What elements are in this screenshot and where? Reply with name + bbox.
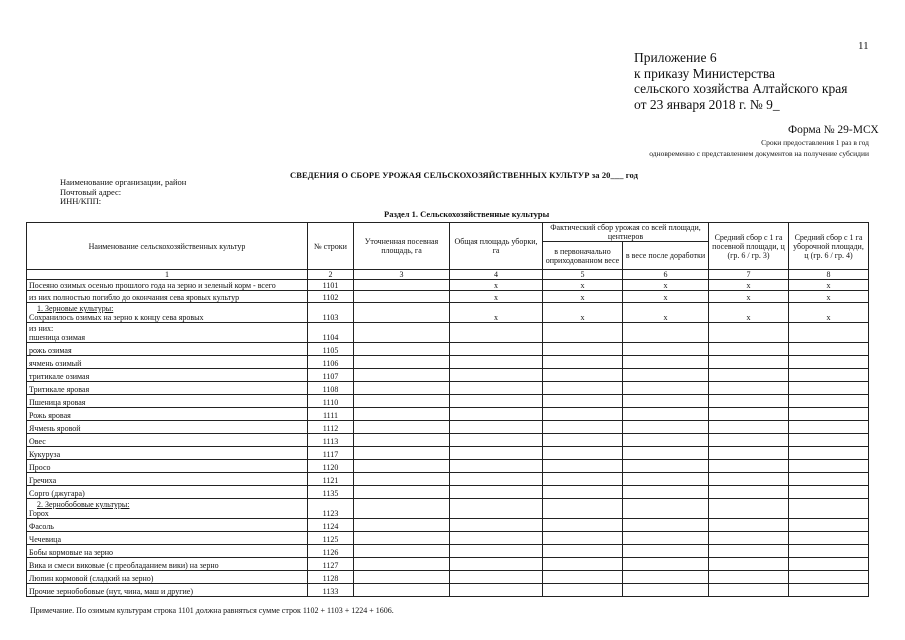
table-row [27, 280, 869, 291]
col-number: 5 [543, 270, 623, 280]
value-cell-c5[interactable] [543, 571, 623, 584]
value-cell-c3[interactable] [354, 532, 450, 545]
value-cell-c3[interactable] [354, 421, 450, 434]
table-row [27, 558, 869, 571]
row-code: 1125 [308, 532, 354, 545]
crop-name-cell [27, 473, 308, 486]
crop-name: Просо [29, 463, 51, 472]
row-code: 1123 [308, 499, 354, 519]
crop-name-cell [27, 447, 308, 460]
crop-name-cell [27, 395, 308, 408]
table-row [27, 499, 869, 519]
value-cell-c8[interactable] [789, 408, 869, 421]
value-cell-c6[interactable]: x [623, 303, 709, 323]
value-cell-c4[interactable] [450, 343, 543, 356]
row-code: 1101 [308, 280, 354, 291]
col-number: 3 [354, 270, 450, 280]
col-number: 4 [450, 270, 543, 280]
value-cell-c3[interactable] [354, 395, 450, 408]
value-cell-c4[interactable] [450, 473, 543, 486]
crop-name-cell [27, 434, 308, 447]
value-cell-c4[interactable] [450, 499, 543, 519]
value-cell-c8[interactable] [789, 545, 869, 558]
terms-line-1: Сроки предоставления 1 раз в год [761, 138, 869, 147]
group-heading: 1. Зерновые культуры: [37, 304, 114, 313]
table-row [27, 356, 869, 369]
appendix-line-1: Приложение 6 [634, 50, 717, 65]
value-cell-c6[interactable] [623, 460, 709, 473]
table-row [27, 382, 869, 395]
value-cell-c5[interactable] [543, 395, 623, 408]
value-cell-c4[interactable] [450, 382, 543, 395]
value-cell-c8[interactable]: x [789, 303, 869, 323]
table-row [27, 421, 869, 434]
appendix-line-4: от 23 января 2018 г. № 9_ [634, 96, 780, 112]
value-cell-c8[interactable] [789, 434, 869, 447]
appendix-line-3: сельского хозяйства Алтайского края [634, 81, 848, 96]
row-code: 1103 [308, 303, 354, 323]
value-cell-c6[interactable]: x [623, 291, 709, 303]
value-cell-c8[interactable] [789, 447, 869, 460]
table-row [27, 323, 869, 343]
crop-name-cell [27, 532, 308, 545]
crop-name: из них полностью погибло до окончания сева яровых культур [29, 293, 240, 302]
value-cell-c5[interactable] [543, 545, 623, 558]
table-row [27, 447, 869, 460]
value-cell-c5[interactable]: x [543, 303, 623, 323]
value-cell-c6[interactable] [623, 532, 709, 545]
value-cell-c8[interactable] [789, 584, 869, 597]
value-cell-c3[interactable] [354, 519, 450, 532]
value-cell-c8[interactable] [789, 356, 869, 369]
value-cell-c7[interactable] [709, 558, 789, 571]
appendix-line-2: к приказу Министерства [634, 65, 776, 81]
crop-name-cell [27, 369, 308, 382]
table-row [27, 408, 869, 421]
crop-name: Посеяно озимых осенью прошлого года на зерно и зеленый корм - всего [29, 281, 276, 290]
value-cell-c6[interactable] [623, 408, 709, 421]
crop-name: Сохранилось озимых на зерно к концу сева яровых [29, 313, 204, 322]
group-heading: из них: [29, 324, 54, 333]
crop-name: Рожь яровая [29, 411, 71, 420]
org-address-label: Почтовый адрес: [60, 186, 122, 197]
value-cell-c8[interactable]: x [789, 280, 869, 291]
table-row [27, 291, 869, 303]
crop-name-cell [27, 323, 308, 343]
crop-name: ячмень озимый [29, 359, 82, 368]
value-cell-c5[interactable] [543, 408, 623, 421]
value-cell-c4[interactable] [450, 356, 543, 369]
value-cell-c7[interactable] [709, 369, 789, 382]
value-cell-c6[interactable] [623, 434, 709, 447]
table-row [27, 473, 869, 486]
row-code: 1121 [308, 473, 354, 486]
value-cell-c8[interactable]: x [789, 291, 869, 303]
value-cell-c6[interactable] [623, 421, 709, 434]
value-cell-c6[interactable] [623, 356, 709, 369]
value-cell-c4[interactable] [450, 584, 543, 597]
table-row [27, 519, 869, 532]
value-cell-c7[interactable] [709, 532, 789, 545]
crop-name: Тритикале яровая [29, 385, 90, 394]
row-code: 1110 [308, 395, 354, 408]
footnote: Примечание. По озимым культурам строка 1101 должна равняться сумме строк 1102 + 1103 + 1224 + 1606. [30, 606, 394, 615]
row-code: 1117 [308, 447, 354, 460]
value-cell-c3[interactable] [354, 486, 450, 499]
row-code: 1108 [308, 382, 354, 395]
value-cell-c3[interactable] [354, 291, 450, 303]
value-cell-c7[interactable] [709, 499, 789, 519]
value-cell-c6[interactable] [623, 519, 709, 532]
row-code: 1104 [308, 323, 354, 343]
value-cell-c8[interactable] [789, 323, 869, 343]
row-code: 1126 [308, 545, 354, 558]
col-number: 2 [308, 270, 354, 280]
crop-name: рожь озимая [29, 346, 72, 355]
value-cell-c3[interactable] [354, 499, 450, 519]
value-cell-c5[interactable] [543, 486, 623, 499]
crop-name-cell [27, 408, 308, 421]
table-row [27, 303, 869, 323]
crop-name-cell [27, 558, 308, 571]
value-cell-c6[interactable] [623, 545, 709, 558]
value-cell-c3[interactable] [354, 447, 450, 460]
value-cell-c3[interactable] [354, 460, 450, 473]
value-cell-c7[interactable] [709, 356, 789, 369]
org-inn-label: ИНН/КПП: [60, 196, 102, 206]
value-cell-c6[interactable] [623, 584, 709, 597]
value-cell-c7[interactable] [709, 382, 789, 395]
org-name-label: Наименование организации, район [60, 177, 187, 187]
form-terms [649, 138, 869, 159]
value-cell-c5[interactable] [543, 499, 623, 519]
value-cell-c6[interactable] [623, 571, 709, 584]
table-row [27, 460, 869, 473]
group-heading: 2. Зернобобовые культуры: [37, 500, 130, 509]
value-cell-c3[interactable] [354, 356, 450, 369]
table-row [27, 532, 869, 545]
header-avg-sown: Средний сбор с 1 га посевной площади, ц (гр. 6 / гр. 3) [709, 223, 789, 270]
value-cell-c4[interactable] [450, 369, 543, 382]
crop-name-cell [27, 280, 308, 291]
document-title: СВЕДЕНИЯ О СБОРЕ УРОЖАЯ СЕЛЬСКОХОЗЯЙСТВЕННЫХ КУЛЬТУР за 20___ год [290, 170, 639, 180]
value-cell-c6[interactable] [623, 395, 709, 408]
value-cell-c4[interactable]: x [450, 291, 543, 303]
value-cell-c7[interactable] [709, 473, 789, 486]
value-cell-c7[interactable]: x [709, 303, 789, 323]
value-cell-c4[interactable] [450, 447, 543, 460]
value-cell-c5[interactable] [543, 473, 623, 486]
value-cell-c3[interactable] [354, 343, 450, 356]
crop-name: тритикале озимая [29, 372, 90, 381]
col-number: 8 [789, 270, 869, 280]
value-cell-c8[interactable] [789, 532, 869, 545]
value-cell-c7[interactable] [709, 460, 789, 473]
organization-block [60, 178, 186, 207]
row-code: 1113 [308, 434, 354, 447]
value-cell-c4[interactable] [450, 323, 543, 343]
value-cell-c3[interactable] [354, 571, 450, 584]
crop-name: Кукуруза [29, 450, 61, 459]
col-number: 1 [27, 270, 308, 280]
value-cell-c3[interactable] [354, 545, 450, 558]
value-cell-c4[interactable] [450, 408, 543, 421]
value-cell-c3[interactable] [354, 408, 450, 421]
value-cell-c6[interactable] [623, 558, 709, 571]
column-numbers-row [27, 270, 869, 280]
value-cell-c4[interactable] [450, 545, 543, 558]
value-cell-c3[interactable] [354, 323, 450, 343]
crop-name-cell [27, 421, 308, 434]
col-number: 7 [709, 270, 789, 280]
value-cell-c6[interactable]: x [623, 280, 709, 291]
crop-name-cell [27, 291, 308, 303]
row-code: 1135 [308, 486, 354, 499]
crop-name: Пшеница яровая [29, 398, 86, 407]
value-cell-c8[interactable] [789, 343, 869, 356]
header-area-harvest: Общая площадь уборки, га [450, 223, 543, 270]
row-code: 1120 [308, 460, 354, 473]
value-cell-c4[interactable]: x [450, 303, 543, 323]
value-cell-c6[interactable] [623, 447, 709, 460]
value-cell-c7[interactable] [709, 395, 789, 408]
crops-table [26, 222, 869, 597]
table-row [27, 343, 869, 356]
value-cell-c8[interactable] [789, 486, 869, 499]
value-cell-c8[interactable] [789, 395, 869, 408]
header-yield-after: в весе после доработки [623, 242, 709, 270]
crop-name-cell [27, 545, 308, 558]
crop-name: Овес [29, 437, 46, 446]
value-cell-c6[interactable] [623, 499, 709, 519]
table-row [27, 486, 869, 499]
header-avg-harvest: Средний сбор с 1 га уборочной площади, ц (гр. 6 / гр. 4) [789, 223, 869, 270]
value-cell-c7[interactable] [709, 408, 789, 421]
row-code: 1106 [308, 356, 354, 369]
value-cell-c6[interactable] [623, 369, 709, 382]
value-cell-c8[interactable] [789, 558, 869, 571]
crop-name: Вика и смеси виковые (с преобладанием вики) на зерно [29, 561, 219, 570]
crop-name: Фасоль [29, 522, 54, 531]
value-cell-c6[interactable] [623, 382, 709, 395]
table-row [27, 395, 869, 408]
table-row [27, 545, 869, 558]
crop-name-cell [27, 519, 308, 532]
value-cell-c4[interactable] [450, 395, 543, 408]
value-cell-c7[interactable] [709, 434, 789, 447]
value-cell-c5[interactable] [543, 323, 623, 343]
value-cell-c7[interactable] [709, 323, 789, 343]
crop-name: Прочие зернобобовые (нут, чина, маш и другие) [29, 587, 193, 596]
header-row-number: № строки [308, 223, 354, 270]
value-cell-c8[interactable] [789, 473, 869, 486]
row-code: 1133 [308, 584, 354, 597]
row-code: 1128 [308, 571, 354, 584]
crop-name-cell [27, 584, 308, 597]
value-cell-c8[interactable] [789, 369, 869, 382]
value-cell-c7[interactable] [709, 584, 789, 597]
value-cell-c5[interactable] [543, 434, 623, 447]
value-cell-c4[interactable] [450, 421, 543, 434]
form-id: Форма № 29-МСХ [788, 124, 879, 136]
header-yield-group: Фактический сбор урожая со всей площади, центнеров [543, 223, 709, 242]
value-cell-c7[interactable] [709, 519, 789, 532]
crop-name: пшеница озимая [29, 333, 86, 342]
table-row [27, 369, 869, 382]
crop-name: Ячмень яровой [29, 424, 81, 433]
crop-name-cell [27, 486, 308, 499]
table-row [27, 584, 869, 597]
value-cell-c3[interactable] [354, 369, 450, 382]
value-cell-c4[interactable] [450, 434, 543, 447]
value-cell-c6[interactable] [623, 323, 709, 343]
value-cell-c5[interactable] [543, 382, 623, 395]
value-cell-c7[interactable]: x [709, 291, 789, 303]
value-cell-c7[interactable] [709, 571, 789, 584]
page-number: 11 [858, 40, 869, 52]
value-cell-c5[interactable] [543, 356, 623, 369]
value-cell-c3[interactable] [354, 382, 450, 395]
header-yield-initial: в первоначально оприходованном весе [543, 242, 623, 270]
value-cell-c3[interactable] [354, 558, 450, 571]
value-cell-c4[interactable] [450, 486, 543, 499]
value-cell-c8[interactable] [789, 460, 869, 473]
value-cell-c5[interactable] [543, 369, 623, 382]
value-cell-c5[interactable] [543, 519, 623, 532]
row-code: 1105 [308, 343, 354, 356]
value-cell-c4[interactable] [450, 519, 543, 532]
value-cell-c7[interactable] [709, 343, 789, 356]
value-cell-c8[interactable] [789, 519, 869, 532]
value-cell-c3[interactable] [354, 584, 450, 597]
crop-name: Горох [29, 509, 49, 518]
crop-name-cell [27, 303, 308, 323]
value-cell-c5[interactable]: x [543, 291, 623, 303]
appendix-block [634, 50, 847, 112]
header-crop: Наименование сельскохозяйственных культур [27, 223, 308, 270]
value-cell-c3[interactable] [354, 473, 450, 486]
crop-name-cell [27, 343, 308, 356]
value-cell-c4[interactable] [450, 532, 543, 545]
value-cell-c3[interactable] [354, 434, 450, 447]
value-cell-c5[interactable]: x [543, 280, 623, 291]
value-cell-c3[interactable] [354, 303, 450, 323]
value-cell-c6[interactable] [623, 486, 709, 499]
value-cell-c5[interactable] [543, 532, 623, 545]
crop-name: Люпин кормовой (сладкий на зерно) [29, 574, 154, 583]
table-row [27, 571, 869, 584]
row-code: 1112 [308, 421, 354, 434]
value-cell-c6[interactable] [623, 343, 709, 356]
crop-name-cell [27, 460, 308, 473]
value-cell-c8[interactable] [789, 421, 869, 434]
value-cell-c3[interactable] [354, 280, 450, 291]
value-cell-c8[interactable] [789, 382, 869, 395]
value-cell-c5[interactable] [543, 343, 623, 356]
value-cell-c4[interactable] [450, 571, 543, 584]
section-title: Раздел 1. Сельскохозяйственные культуры [384, 209, 550, 219]
value-cell-c6[interactable] [623, 473, 709, 486]
value-cell-c7[interactable] [709, 421, 789, 434]
value-cell-c4[interactable] [450, 558, 543, 571]
crop-name-cell [27, 356, 308, 369]
value-cell-c5[interactable] [543, 460, 623, 473]
value-cell-c5[interactable] [543, 421, 623, 434]
crop-name: Гречиха [29, 476, 57, 485]
value-cell-c7[interactable]: x [709, 280, 789, 291]
value-cell-c5[interactable] [543, 447, 623, 460]
row-code: 1124 [308, 519, 354, 532]
row-code: 1111 [308, 408, 354, 421]
value-cell-c5[interactable] [543, 558, 623, 571]
row-code: 1102 [308, 291, 354, 303]
col-number: 6 [623, 270, 709, 280]
crop-name-cell [27, 382, 308, 395]
table-row [27, 434, 869, 447]
header-area-sown: Уточненная посевная площадь, га [354, 223, 450, 270]
crop-name-cell [27, 499, 308, 519]
terms-line-2: одновременно с представлением документов на получение субсидии [649, 148, 869, 158]
row-code: 1107 [308, 369, 354, 382]
crop-name: Сорго (джугара) [29, 489, 85, 498]
value-cell-c7[interactable] [709, 447, 789, 460]
row-code: 1127 [308, 558, 354, 571]
value-cell-c7[interactable] [709, 486, 789, 499]
value-cell-c7[interactable] [709, 545, 789, 558]
value-cell-c5[interactable] [543, 584, 623, 597]
value-cell-c4[interactable] [450, 460, 543, 473]
crop-name-cell [27, 571, 308, 584]
value-cell-c4[interactable]: x [450, 280, 543, 291]
value-cell-c8[interactable] [789, 499, 869, 519]
value-cell-c8[interactable] [789, 571, 869, 584]
crop-name: Чечевица [29, 535, 62, 544]
crop-name: Бобы кормовые на зерно [29, 548, 113, 557]
